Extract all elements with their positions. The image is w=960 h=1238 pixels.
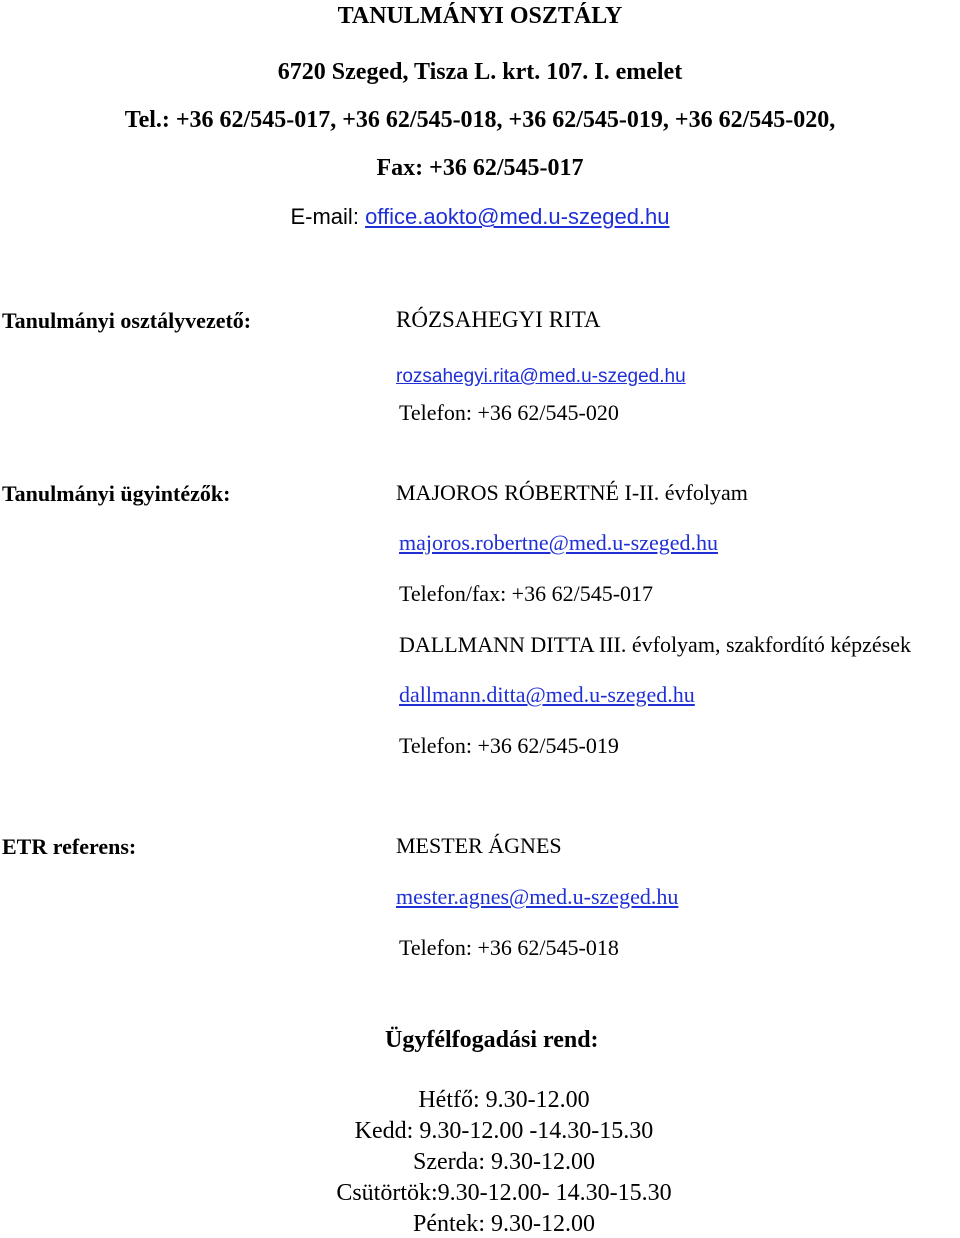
email-label: E-mail: — [290, 204, 359, 229]
schedule-day: Hétfő: 9.30-12.00 — [418, 1087, 590, 1113]
address: 6720 Szeged, Tisza L. krt. 107. I. emelet — [277, 59, 683, 85]
schedule-day: Kedd: 9.30-12.00 -14.30-15.30 — [354, 1118, 654, 1144]
schedule-day: Csütörtök:9.30-12.00- 14.30-15.30 — [336, 1180, 672, 1206]
fax-line: Fax: +36 62/545-017 — [376, 155, 584, 181]
head-name: RÓZSAHEGYI RITA — [396, 307, 601, 332]
telephone-line: Tel.: +36 62/545-017, +36 62/545-018, +36 62/545-019, +36 62/545-020, — [124, 107, 836, 133]
etr-label: ETR referens: — [2, 834, 137, 859]
department-title: TANULMÁNYI OSZTÁLY — [337, 3, 623, 29]
admins-label: Tanulmányi ügyintézők: — [2, 481, 231, 506]
head-email-link[interactable]: rozsahegyi.rita@med.u-szeged.hu — [396, 366, 686, 387]
etr-email-link[interactable]: mester.agnes@med.u-szeged.hu — [396, 884, 679, 909]
office-email-link[interactable]: office.aokto@med.u-szeged.hu — [365, 204, 670, 229]
schedule-title: Ügyfélfogadási rend: — [385, 1027, 599, 1053]
etr-phone: Telefon: +36 62/545-018 — [399, 935, 619, 960]
email-line — [0, 204, 960, 230]
admin1-email-link[interactable]: majoros.robertne@med.u-szeged.hu — [399, 530, 718, 555]
schedule-day: Péntek: 9.30-12.00 — [413, 1211, 595, 1237]
admin1-phone: Telefon/fax: +36 62/545-017 — [399, 581, 654, 606]
etr-name: MESTER ÁGNES — [396, 833, 562, 858]
head-phone: Telefon: +36 62/545-020 — [399, 400, 619, 425]
head-label: Tanulmányi osztályvezető: — [2, 308, 252, 333]
admin2-email-link[interactable]: dallmann.ditta@med.u-szeged.hu — [399, 682, 695, 707]
admin2-phone: Telefon: +36 62/545-019 — [399, 733, 619, 758]
schedule-day: Szerda: 9.30-12.00 — [413, 1149, 595, 1175]
admin2-name: DALLMANN DITTA III. évfolyam, szakfordító képzések — [399, 632, 912, 657]
admin1-name: MAJOROS RÓBERTNÉ I-II. évfolyam — [396, 480, 748, 505]
